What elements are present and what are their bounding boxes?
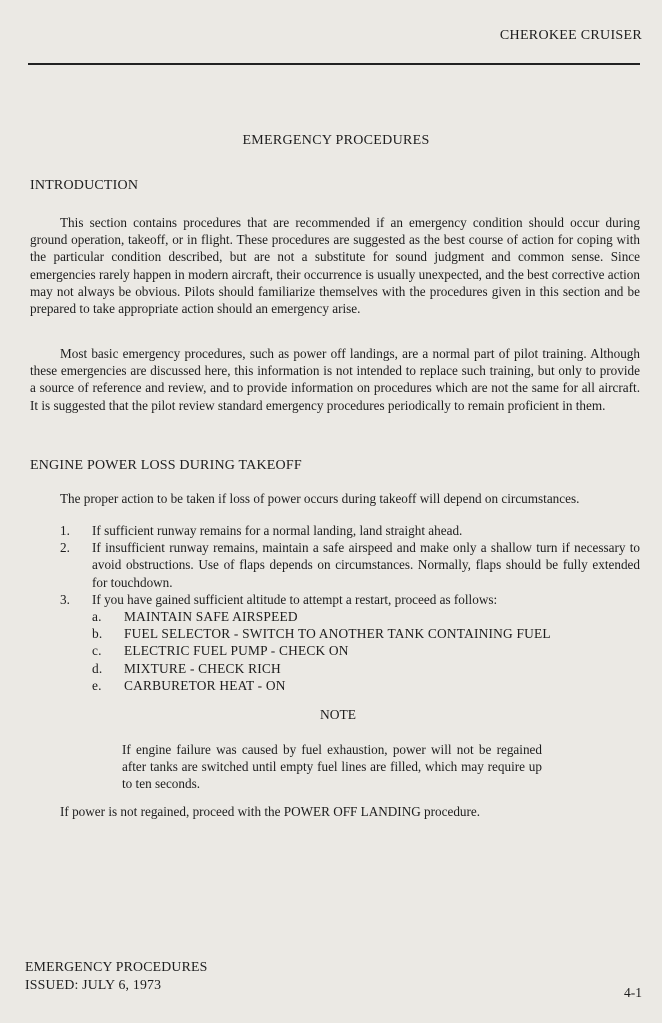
step-number: 3. [60, 591, 70, 607]
substep-text: ELECTRIC FUEL PUMP - CHECK ON [124, 643, 349, 659]
substep-text: MIXTURE - CHECK RICH [124, 660, 281, 676]
introduction-paragraph-1: This section contains procedures that are recommended if an emergency condition should occur during ground operation, takeoff, or in flight. These procedures are suggested as the best course of action for coping with the particular condition described, but are not a substitute for sound judgment and common sense. Since emergencies rarely happen in modern aircraft, their occurrence is usually unexpected, and the best corrective action may not always be obvious. Pilots should familiarize themselves with the procedures given in this section and be prepared to take appropriate action should an emergency arise. [30, 215, 640, 317]
footer-issue-date: ISSUED: JULY 6, 1973 [25, 977, 162, 992]
substep-letter: d. [92, 660, 103, 676]
page-number: 4-1 [624, 985, 642, 1000]
list-item [92, 642, 640, 659]
list-item [92, 625, 640, 642]
substep-letter: e. [92, 677, 102, 693]
substep-text: MAINTAIN SAFE AIRSPEED [124, 609, 298, 625]
step-number: 1. [60, 523, 70, 538]
footer [25, 958, 207, 994]
footer-section-name: EMERGENCY PROCEDURES [25, 959, 208, 974]
substep-letter: c. [92, 643, 102, 659]
engine-loss-intro: The proper action to be taken if loss of power occurs during takeoff will depend on circumstances. [60, 491, 580, 506]
header-title: CHEROKEE CRUISER [499, 28, 642, 43]
step-text: If you have gained sufficient altitude to attempt a restart, proceed as follows: [92, 591, 498, 607]
section-title: EMERGENCY PROCEDURES [242, 133, 430, 148]
list-item [30, 539, 640, 591]
list-item [92, 608, 640, 625]
substep-letter: a. [92, 609, 102, 625]
note-text: If engine failure was caused by fuel exhaustion, power will not be regained after tanks are switched until empty fuel lines are filled, which may require up to ten seconds. [122, 742, 542, 791]
engine-loss-heading: ENGINE POWER LOSS DURING TAKEOFF [30, 458, 302, 473]
list-item [30, 591, 640, 694]
substep-text: CARBURETOR HEAT - ON [124, 677, 286, 693]
step-number: 2. [60, 540, 70, 556]
list-item [92, 660, 640, 677]
step-text: If sufficient runway remains for a normal landing, land straight ahead. [92, 523, 463, 538]
restart-substeps [92, 608, 640, 694]
substep-letter: b. [92, 626, 103, 642]
header-rule [28, 63, 640, 65]
substep-text: FUEL SELECTOR - SWITCH TO ANOTHER TANK CONTAINING FUEL [124, 626, 551, 642]
list-item [30, 522, 640, 539]
list-item [92, 677, 640, 694]
closing-instruction: If power is not regained, proceed with the POWER OFF LANDING procedure. [60, 804, 481, 819]
introduction-paragraph-2: Most basic emergency procedures, such as power off landings, are a normal part of pilot training. Although these emergencies are discussed here, this information is not intended to replace such training, but only to provide a source of reference and review, and to provide information on procedures which are not the same for all aircraft. It is suggested that the pilot review standard emergency procedures periodically to remain proficient in them. [30, 346, 640, 413]
introduction-heading: INTRODUCTION [30, 178, 139, 193]
engine-loss-steps [30, 522, 640, 694]
note-title: NOTE [320, 707, 356, 722]
step-text: If insufficient runway remains, maintain a safe airspeed and make only a shallow turn if necessary to avoid obstructions. Use of flaps depends on circumstances. Normally, flaps should be fully extended for touchdown. [92, 540, 640, 590]
